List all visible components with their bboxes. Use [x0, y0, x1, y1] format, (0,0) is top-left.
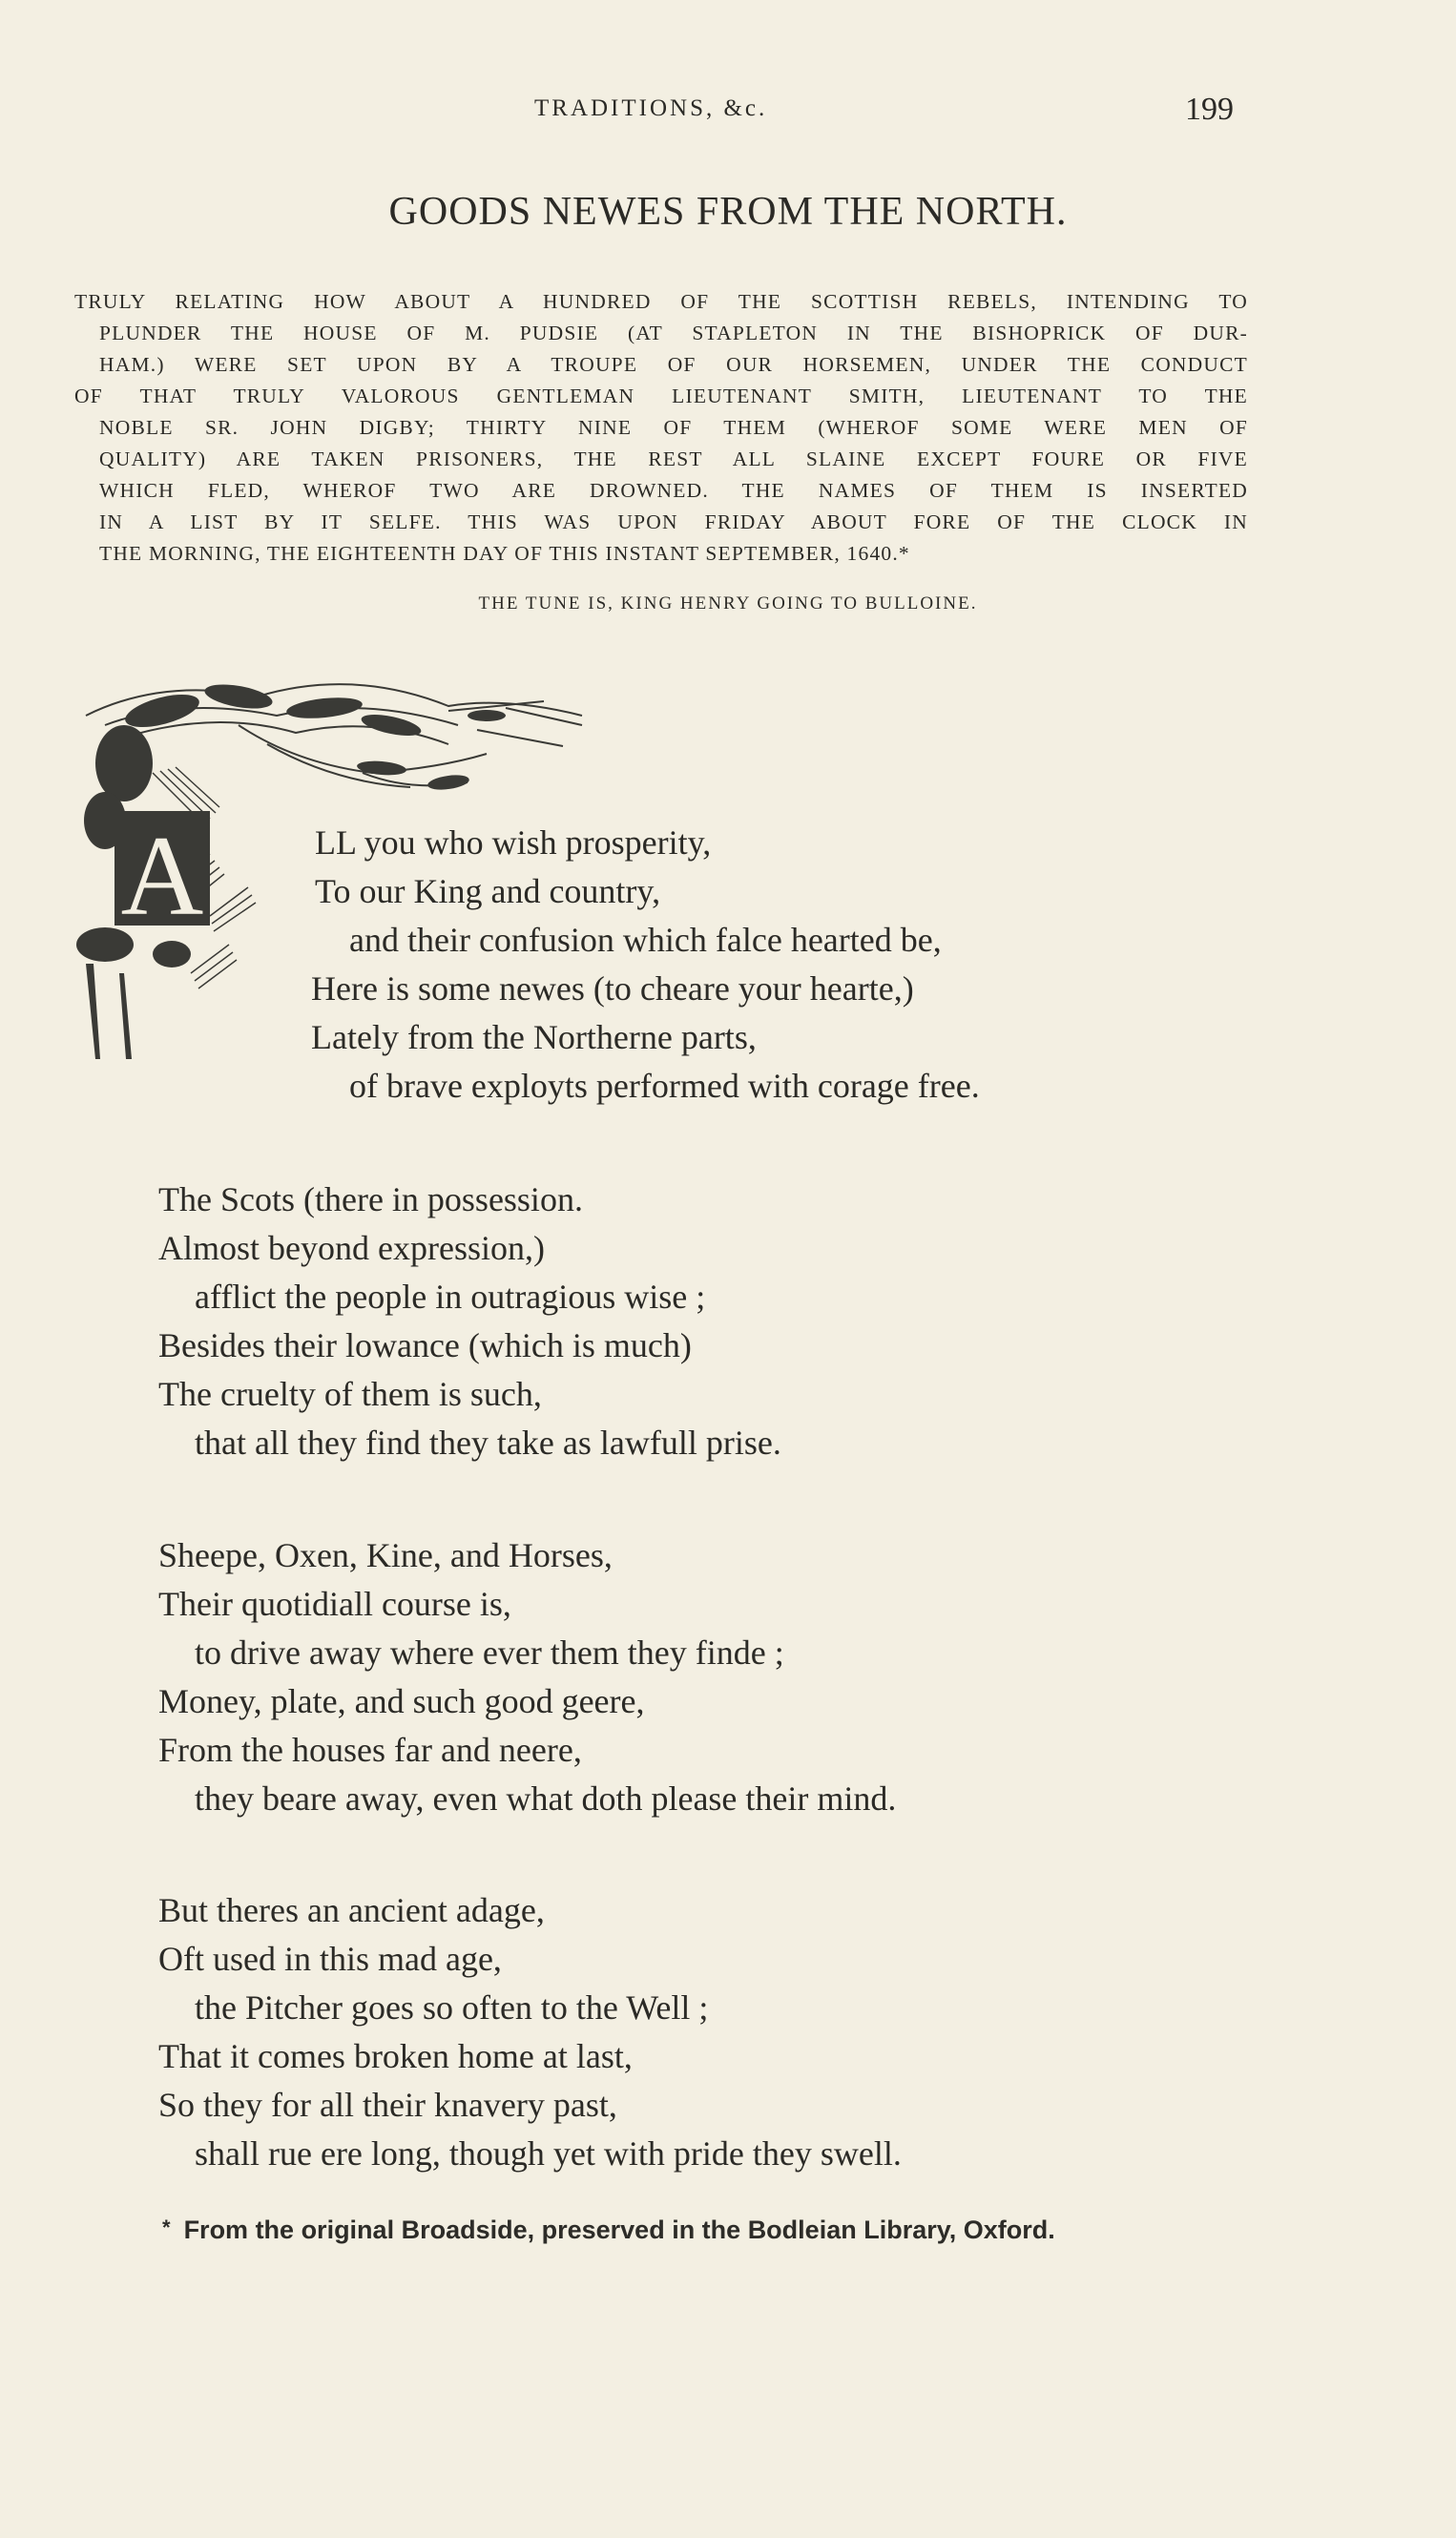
verse-line: Almost beyond expression,)	[158, 1229, 545, 1267]
subtitle-line: PLUNDER THE HOUSE OF M. PUDSIE (AT STAPLETON IN THE BISHOPRICK OF DUR-	[99, 322, 1248, 344]
verse-line: Oft used in this mad age,	[158, 1940, 502, 1978]
verse-line: they beare away, even what doth please their mind.	[195, 1779, 897, 1818]
drop-cap: A	[120, 812, 204, 939]
verse-line: The Scots (there in possession.	[158, 1180, 583, 1218]
verse-line: afflict the people in outragious wise ;	[195, 1278, 706, 1316]
verse-line: that all they find they take as lawfull prise.	[195, 1424, 781, 1462]
subtitle-line: HAM.) WERE SET UPON BY A TROUPE OF OUR HORSEMEN, UNDER THE CONDUCT	[99, 353, 1248, 376]
verse-line: So they for all their knavery past,	[158, 2086, 617, 2124]
verse-line: Their quotidiall course is,	[158, 1585, 511, 1623]
ballad-title: GOODS NEWES FROM THE NORTH.	[388, 190, 1068, 234]
verse-line: shall rue ere long, though yet with pride they swell.	[195, 2134, 902, 2173]
verse-line: Here is some newes (to cheare your hearte,)	[311, 969, 914, 1008]
verse-line: That it comes broken home at last,	[158, 2037, 633, 2075]
footnote-mark: *	[162, 2216, 171, 2239]
page-number: 199	[1185, 92, 1234, 127]
verse-line: of brave exployts performed with corage free.	[349, 1067, 980, 1105]
verse-line: But theres an ancient adage,	[158, 1891, 545, 1929]
footnote-text: From the original Broadside, preserved in the Bodleian Library, Oxford.	[183, 2216, 1055, 2244]
verse-line: From the houses far and neere,	[158, 1731, 582, 1769]
verse-line: Besides their lowance (which is much)	[158, 1326, 692, 1364]
subtitle-line: IN A LIST BY IT SELFE. THIS WAS UPON FRIDAY ABOUT FORE OF THE CLOCK IN	[99, 510, 1248, 533]
verse-line: Money, plate, and such good geere,	[158, 1682, 645, 1720]
subtitle-line: WHICH FLED, WHEROF TWO ARE DROWNED. THE NAMES OF THEM IS INSERTED	[99, 479, 1248, 502]
verse-line: Lately from the Northerne parts,	[311, 1018, 757, 1056]
verse-line: and their confusion which falce hearted be,	[349, 921, 942, 959]
verse-line: The cruelty of them is such,	[158, 1375, 542, 1413]
verse-line: to drive away where ever them they finde ;	[195, 1633, 784, 1672]
running-title: TRADITIONS, &c.	[534, 95, 768, 121]
ballad-subtitle	[74, 286, 1248, 570]
subtitle-line: TRULY RELATING HOW ABOUT A HUNDRED OF THE SCOTTISH REBELS, INTENDING TO	[74, 290, 1248, 313]
verse-line: Sheepe, Oxen, Kine, and Horses,	[158, 1536, 613, 1574]
running-head	[0, 92, 1456, 134]
verse-line: LL you who wish prosperity,	[315, 823, 712, 862]
subtitle-line: NOBLE SR. JOHN DIGBY; THIRTY NINE OF THEM (WHEROF SOME WERE MEN OF	[99, 416, 1248, 439]
footnote	[162, 2216, 1055, 2245]
subtitle-line: THE MORNING, THE EIGHTEENTH DAY OF THIS INSTANT SEPTEMBER, 1640.*	[99, 542, 910, 565]
verse-line: the Pitcher goes so often to the Well ;	[195, 1988, 709, 2027]
tune-line: THE TUNE IS, KING HENRY GOING TO BULLOINE.	[478, 593, 978, 614]
verse-line: To our King and country,	[315, 872, 661, 910]
subtitle-line: QUALITY) ARE TAKEN PRISONERS, THE REST ALL SLAINE EXCEPT FOURE OR FIVE	[99, 447, 1248, 470]
subtitle-line: OF THAT TRULY VALOROUS GENTLEMAN LIEUTENANT SMITH, LIEUTENANT TO THE	[74, 385, 1248, 407]
